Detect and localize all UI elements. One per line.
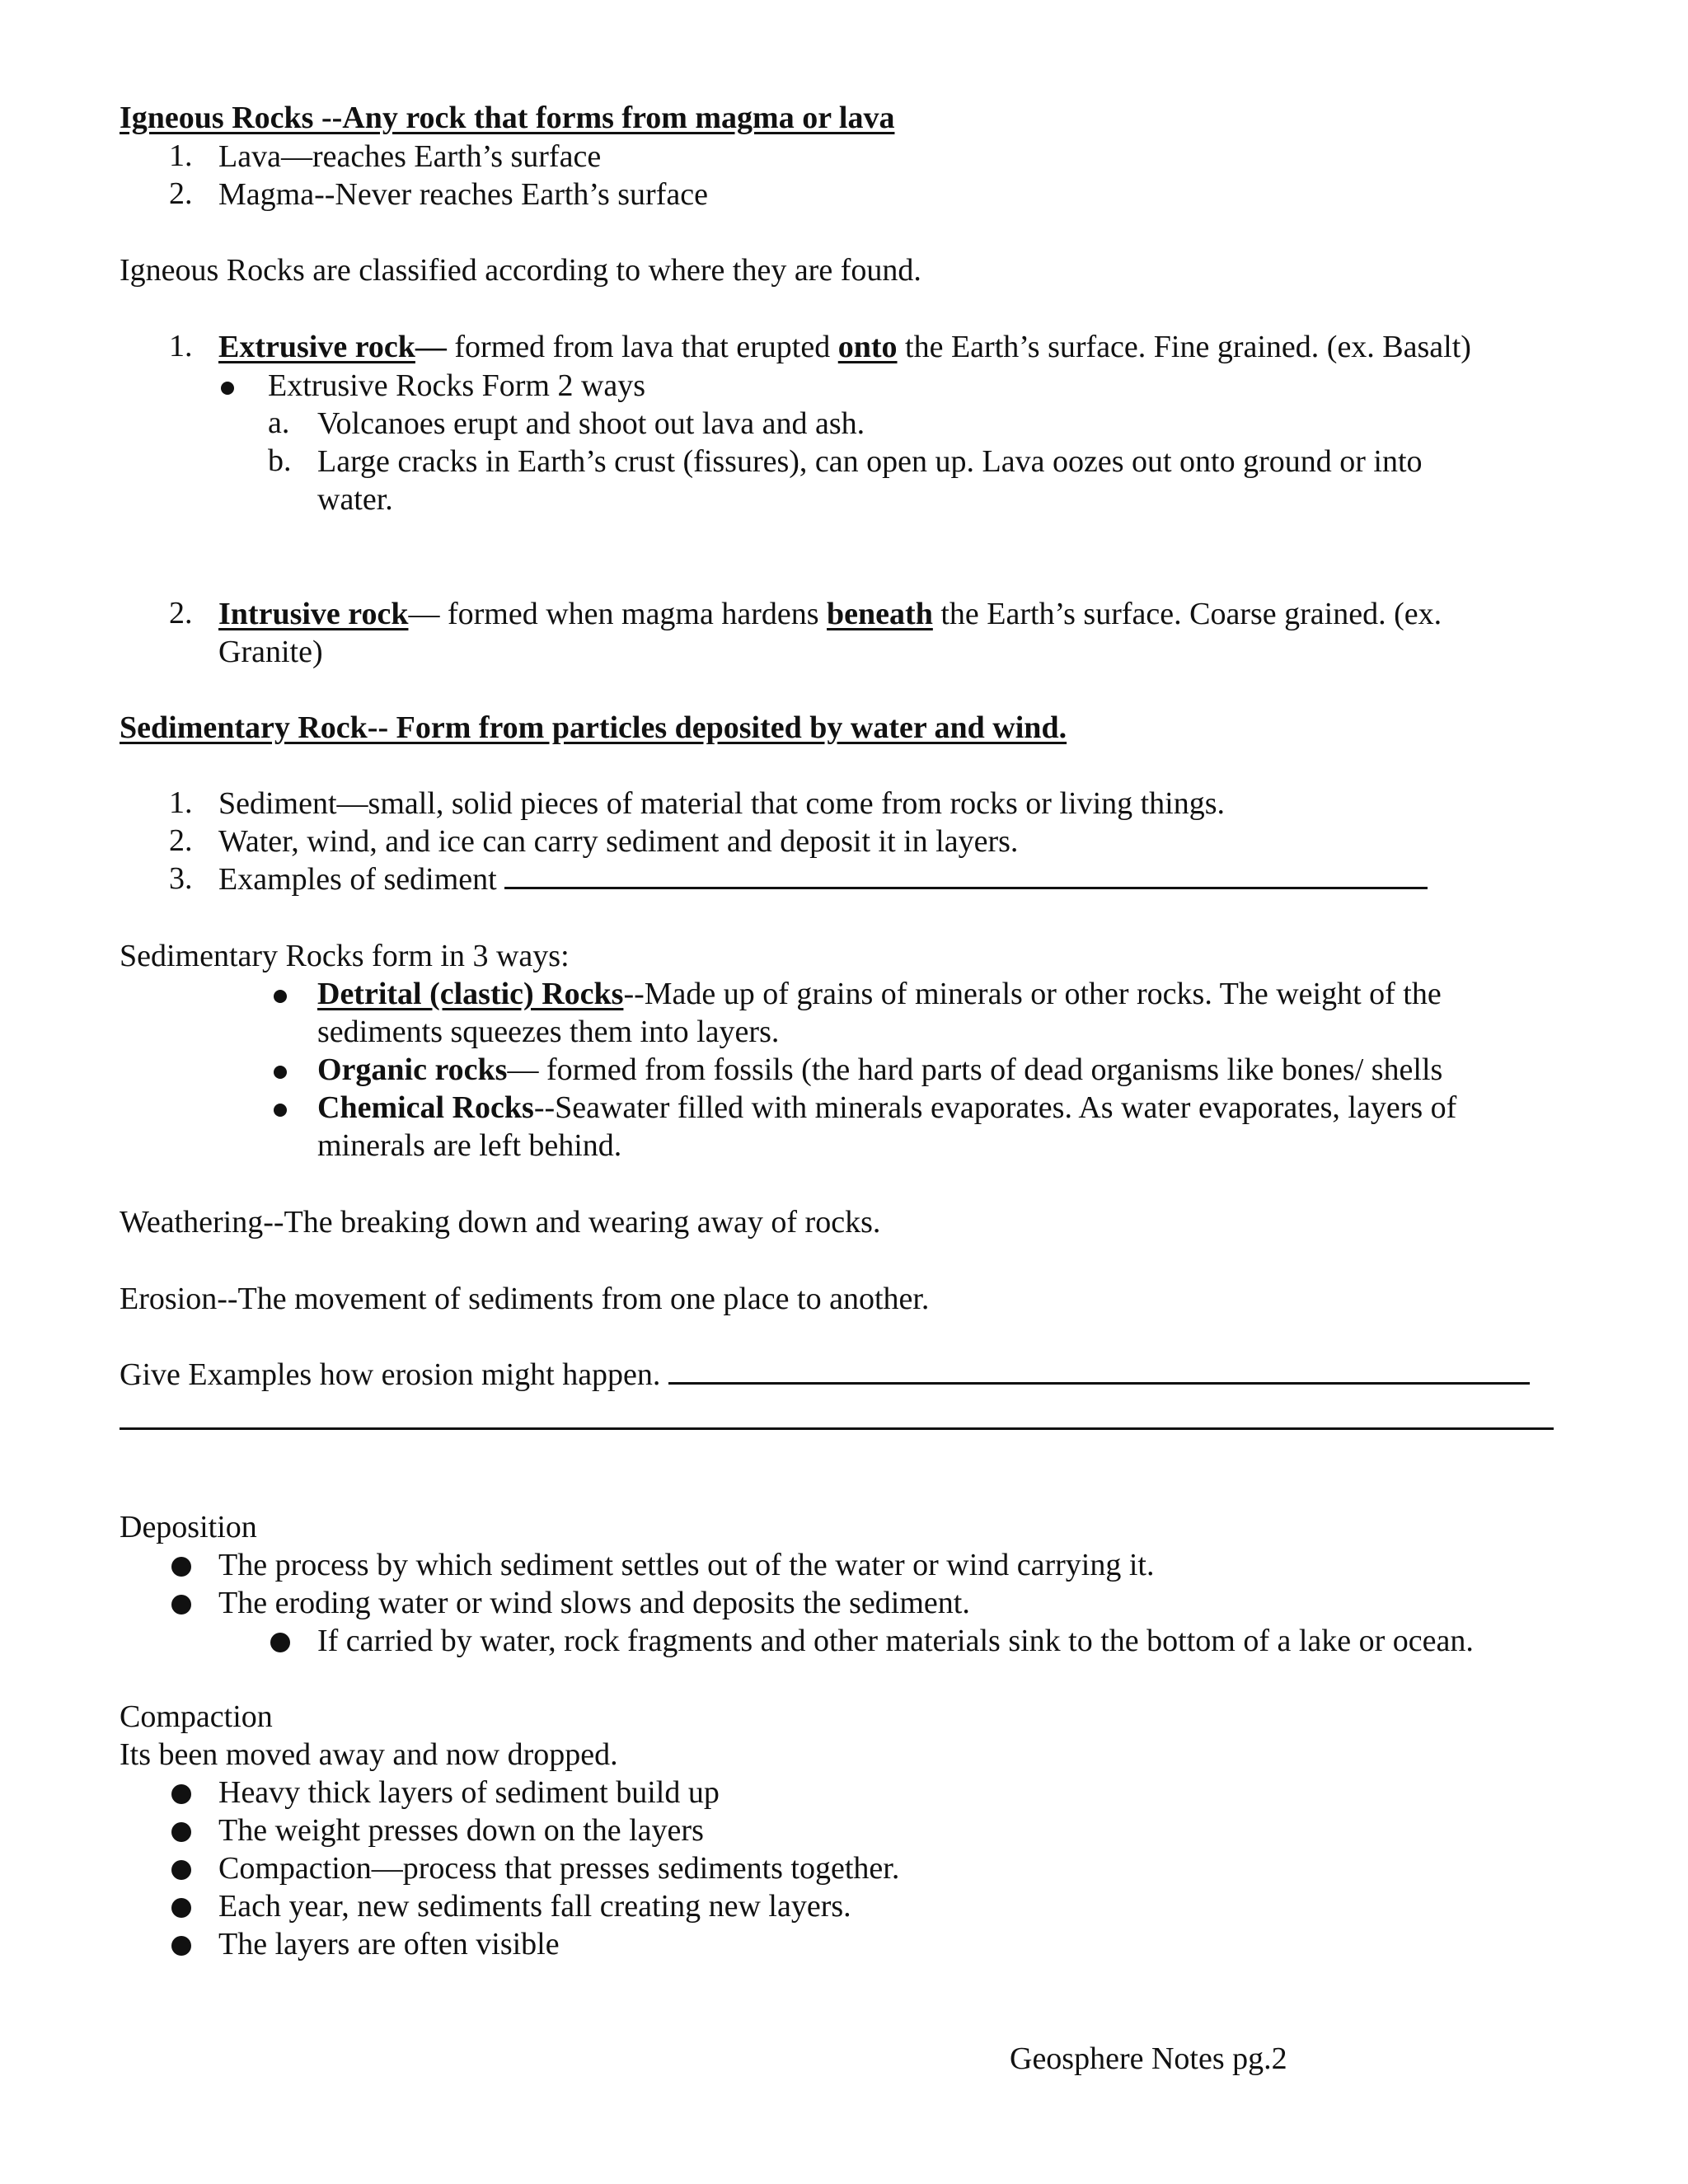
list-letter: a. xyxy=(268,405,290,440)
list-number: 2. xyxy=(169,176,193,211)
igneous-item-lava: Lava—reaches Earth’s surface xyxy=(218,139,602,174)
list-number: 3. xyxy=(169,861,193,896)
bullet-icon xyxy=(270,1633,290,1652)
bullet-icon xyxy=(274,1104,287,1117)
organic-text: — formed from fossils (the hard parts of dead organisms like bones/ shells xyxy=(507,1052,1443,1087)
organic-term: Organic rocks xyxy=(317,1052,508,1087)
bullet-icon xyxy=(171,1822,191,1842)
list-number: 1. xyxy=(169,329,193,363)
extrusive-dash: — xyxy=(415,330,447,364)
list-letter: b. xyxy=(268,443,292,478)
extrusive-term: Extrusive rock xyxy=(218,330,415,364)
compaction-title: Compaction xyxy=(120,1699,273,1734)
extrusive-bullet: Extrusive Rocks Form 2 ways xyxy=(268,368,646,403)
extrusive-rock-line xyxy=(218,328,1471,366)
list-number: 2. xyxy=(169,823,193,858)
page-footer: Geosphere Notes pg.2 xyxy=(1010,2041,1287,2076)
examples-answer-blank[interactable] xyxy=(504,862,1428,889)
compaction-item: Each year, new sediments fall creating new layers. xyxy=(218,1889,851,1924)
deposition-title: Deposition xyxy=(120,1510,257,1544)
igneous-heading: Igneous Rocks --Any rock that forms from magma or lava xyxy=(120,101,895,135)
weathering-definition: Weathering--The breaking down and wearing away of rocks. xyxy=(120,1205,881,1240)
extrusive-way-b-cont: water. xyxy=(317,482,393,517)
extrusive-emphasis: onto xyxy=(837,330,898,364)
extrusive-way-a: Volcanoes erupt and shoot out lava and ash. xyxy=(317,406,865,441)
erosion-prompt: Give Examples how erosion might happen. xyxy=(120,1357,668,1392)
organic-line xyxy=(317,1051,1442,1089)
extrusive-text-a: formed from lava that erupted xyxy=(446,330,838,364)
intrusive-text-a: — formed when magma hardens xyxy=(408,597,828,631)
deposition-item: The eroding water or wind slows and deposits the sediment. xyxy=(218,1586,970,1620)
bullet-icon xyxy=(171,1936,191,1956)
bullet-icon xyxy=(171,1898,191,1918)
list-number: 2. xyxy=(169,596,193,630)
bullet-icon xyxy=(171,1860,191,1880)
igneous-item-magma: Magma--Never reaches Earth’s surface xyxy=(218,177,708,212)
compaction-item: The weight presses down on the layers xyxy=(218,1813,704,1848)
bullet-icon xyxy=(221,382,234,395)
examples-label: Examples of sediment xyxy=(218,862,505,897)
intrusive-rock-line2: Granite) xyxy=(218,635,323,669)
erosion-answer-blank[interactable] xyxy=(668,1357,1530,1385)
sedimentary-item-carry: Water, wind, and ice can carry sediment and deposit it in layers. xyxy=(218,824,1019,859)
sedimentary-ways-intro: Sedimentary Rocks form in 3 ways: xyxy=(120,939,570,973)
compaction-item: Heavy thick layers of sediment build up xyxy=(218,1775,720,1810)
extrusive-way-b: Large cracks in Earth’s crust (fissures), can open up. Lava oozes out onto ground or into xyxy=(317,444,1423,479)
intrusive-text-b: the Earth’s surface. Coarse grained. (ex. xyxy=(932,597,1442,631)
erosion-definition: Erosion--The movement of sediments from one place to another. xyxy=(120,1282,930,1316)
chemical-term: Chemical Rocks xyxy=(317,1090,534,1125)
chemical-line xyxy=(317,1089,1456,1127)
deposition-subitem: If carried by water, rock fragments and other materials sink to the bottom of a lake or ocean. xyxy=(317,1624,1474,1658)
compaction-item: The layers are often visible xyxy=(218,1927,560,1961)
intrusive-rock-line xyxy=(218,595,1442,633)
intrusive-term: Intrusive rock xyxy=(218,597,409,631)
intrusive-emphasis: beneath xyxy=(827,597,933,631)
erosion-answer-line[interactable] xyxy=(120,1427,1554,1430)
list-number: 1. xyxy=(169,785,193,820)
detrital-text: --Made up of grains of minerals or other rocks. The weight of the xyxy=(623,977,1442,1011)
extrusive-text-b: the Earth’s surface. Fine grained. (ex. Basalt) xyxy=(897,330,1471,364)
compaction-item: Compaction—process that presses sediments together. xyxy=(218,1851,900,1886)
igneous-classified-text: Igneous Rocks are classified according to where they are found. xyxy=(120,253,921,288)
erosion-prompt-line xyxy=(120,1356,1530,1394)
sedimentary-item-examples xyxy=(218,860,1428,898)
bullet-icon xyxy=(171,1784,191,1804)
list-number: 1. xyxy=(169,138,193,173)
sedimentary-heading: Sedimentary Rock-- Form from particles deposited by water and wind. xyxy=(120,710,1067,745)
chemical-cont: minerals are left behind. xyxy=(317,1128,622,1163)
deposition-item: The process by which sediment settles out of the water or wind carrying it. xyxy=(218,1548,1155,1582)
bullet-icon xyxy=(274,990,287,1003)
detrital-cont: sediments squeezes them into layers. xyxy=(317,1015,780,1049)
detrital-line xyxy=(317,975,1442,1013)
sedimentary-item-sediment: Sediment—small, solid pieces of material that come from rocks or living things. xyxy=(218,786,1226,821)
bullet-icon xyxy=(171,1557,191,1577)
detrital-term: Detrital (clastic) Rocks xyxy=(317,977,624,1011)
bullet-icon xyxy=(171,1595,191,1615)
chemical-text: --Seawater filled with minerals evaporates. As water evaporates, layers of xyxy=(533,1090,1457,1125)
bullet-icon xyxy=(274,1066,287,1079)
compaction-intro: Its been moved away and now dropped. xyxy=(120,1737,618,1772)
